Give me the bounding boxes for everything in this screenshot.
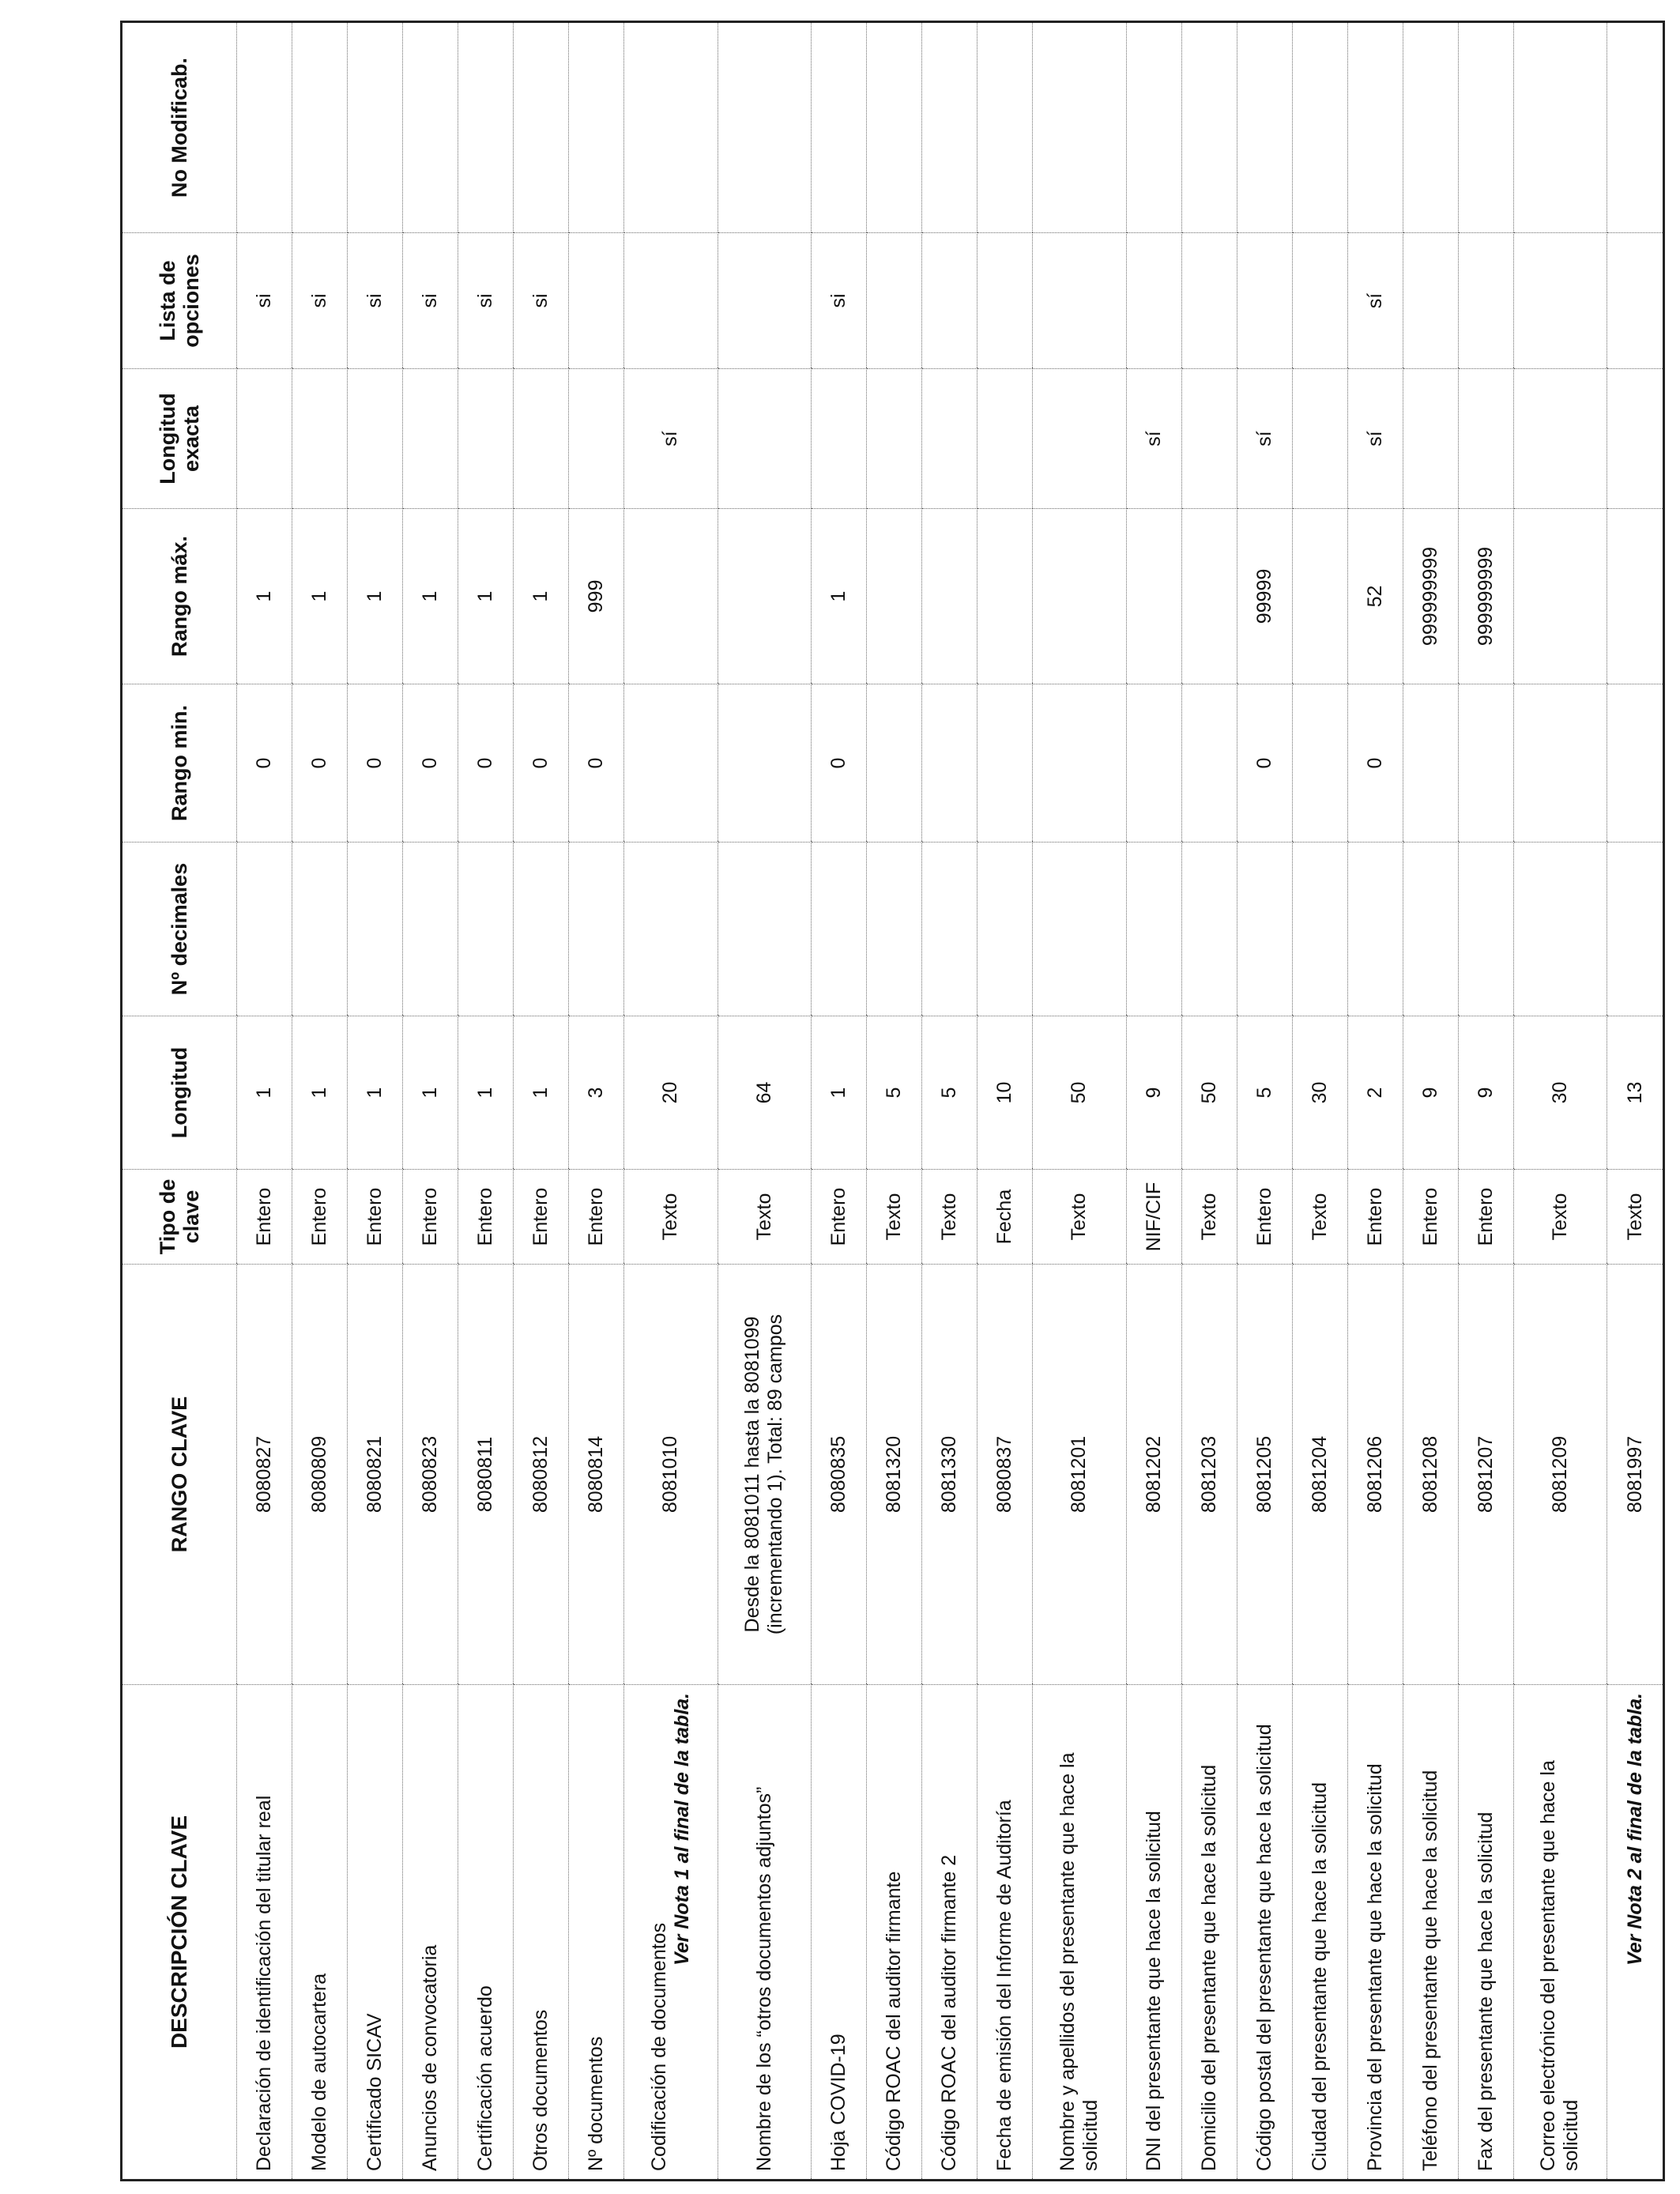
- cell-descripcion: [1607, 1685, 1664, 2181]
- cell-lista: sí: [1347, 233, 1403, 369]
- cell-lista: [1237, 233, 1292, 369]
- descripcion-text: DNI del presentante que hace la solicitud: [1142, 1811, 1165, 2171]
- cell-tipo: Entero: [514, 1170, 569, 1265]
- cell-longitud: 5: [922, 1016, 977, 1170]
- note-text: Ver Nota 2 al final de la tabla.: [1623, 1693, 1646, 1966]
- cell-decimales: [1607, 843, 1664, 1016]
- cell-tipo: Texto: [1033, 1170, 1126, 1265]
- cell-lista: [569, 233, 624, 369]
- cell-rango-max: [718, 509, 811, 684]
- descripcion-text: Modelo de autocartera: [308, 1973, 331, 2171]
- cell-rango: 8080827: [237, 1265, 292, 1685]
- cell-decimales: [237, 843, 292, 1016]
- cell-rango: 8081010: [624, 1265, 718, 1685]
- cell-rango-max: [867, 509, 922, 684]
- cell-rango-min: 0: [1237, 684, 1292, 843]
- header-lista: Lista de opciones: [122, 233, 237, 369]
- header-no-modificab: No Modificab.: [122, 22, 237, 233]
- cell-no-modificab: [458, 22, 514, 233]
- cell-tipo: Entero: [812, 1170, 867, 1265]
- cell-longitud-exacta: [1607, 369, 1664, 509]
- cell-rango: 8081320: [867, 1265, 922, 1685]
- cell-rango-max: [1181, 509, 1237, 684]
- cell-decimales: [1458, 843, 1513, 1016]
- cell-longitud: 30: [1292, 1016, 1347, 1170]
- cell-longitud-exacta: [1458, 369, 1513, 509]
- table-row: [569, 22, 624, 2181]
- cell-longitud: 20: [624, 1016, 718, 1170]
- cell-rango-max: [1607, 509, 1664, 684]
- descripcion-text: Hoja COVID-19: [827, 2034, 850, 2171]
- descripcion-text: Fecha de emisión del Informe de Auditoría: [993, 1800, 1016, 2171]
- table-row: [1033, 22, 1126, 2181]
- table-row: [1292, 22, 1347, 2181]
- cell-lista: [1292, 233, 1347, 369]
- cell-descripcion: [1403, 1685, 1458, 2181]
- cell-rango-min: [718, 684, 811, 843]
- table-row: [1347, 22, 1403, 2181]
- cell-rango: 8081201: [1033, 1265, 1126, 1685]
- cell-rango: 8081207: [1458, 1265, 1513, 1685]
- cell-decimales: [718, 843, 811, 1016]
- header-row: [122, 22, 237, 2181]
- cell-decimales: [867, 843, 922, 1016]
- cell-tipo: Entero: [569, 1170, 624, 1265]
- cell-descripcion: [1292, 1685, 1347, 2181]
- cell-lista: [922, 233, 977, 369]
- descripcion-text: Código postal del presentante que hace la solicitud: [1252, 1724, 1275, 2171]
- header-tipo: Tipo de clave: [122, 1170, 237, 1265]
- cell-longitud: 1: [237, 1016, 292, 1170]
- cell-longitud-exacta: [403, 369, 458, 509]
- cell-longitud-exacta: sí: [1237, 369, 1292, 509]
- cell-rango: 8080811: [458, 1265, 514, 1685]
- cell-rango-min: 0: [812, 684, 867, 843]
- cell-lista: [1033, 233, 1126, 369]
- cell-longitud-exacta: [867, 369, 922, 509]
- descripcion-text: Declaración de identificación del titular real: [253, 1795, 276, 2171]
- cell-longitud-exacta: [348, 369, 403, 509]
- cell-rango-min: [1403, 684, 1458, 843]
- cell-no-modificab: [1403, 22, 1458, 233]
- cell-descripcion: [1181, 1685, 1237, 2181]
- header-decimales: Nº decimales: [122, 843, 237, 1016]
- cell-no-modificab: [1347, 22, 1403, 233]
- cell-rango-min: [1033, 684, 1126, 843]
- cell-lista: [867, 233, 922, 369]
- cell-tipo: Texto: [718, 1170, 811, 1265]
- cell-rango-max: 1: [348, 509, 403, 684]
- cell-descripcion: [458, 1685, 514, 2181]
- cell-longitud: 10: [977, 1016, 1033, 1170]
- cell-rango-min: 0: [292, 684, 348, 843]
- cell-longitud-exacta: [292, 369, 348, 509]
- descripcion-text: Correo electrónico del presentante que hace la solicitud: [1537, 1760, 1583, 2171]
- cell-rango-max: [1033, 509, 1126, 684]
- cell-rango-min: 0: [458, 684, 514, 843]
- cell-longitud-exacta: [1513, 369, 1607, 509]
- cell-longitud: 1: [292, 1016, 348, 1170]
- descripcion-text: Anuncios de convocatoria: [419, 1944, 442, 2171]
- cell-rango-min: 0: [514, 684, 569, 843]
- cell-rango: 8081330: [922, 1265, 977, 1685]
- note-text: Ver Nota 1 al final de la tabla.: [670, 1693, 693, 1966]
- rotated-page: [120, 23, 1665, 2181]
- cell-tipo: Entero: [348, 1170, 403, 1265]
- table-row: [977, 22, 1033, 2181]
- cell-rango-max: [1513, 509, 1607, 684]
- keys-table: [120, 21, 1665, 2181]
- cell-no-modificab: [569, 22, 624, 233]
- cell-rango: Desde la 8081011 hasta la 8081099 (incrementando 1). Total: 89 campos: [718, 1265, 811, 1685]
- cell-rango: 8080823: [403, 1265, 458, 1685]
- table-row: [1607, 22, 1664, 2181]
- cell-lista: si: [403, 233, 458, 369]
- descripcion-text: Otros documentos: [529, 2009, 552, 2171]
- cell-rango-max: 999: [569, 509, 624, 684]
- cell-no-modificab: [292, 22, 348, 233]
- cell-no-modificab: [624, 22, 718, 233]
- cell-rango-max: [922, 509, 977, 684]
- cell-lista: si: [348, 233, 403, 369]
- cell-no-modificab: [1458, 22, 1513, 233]
- cell-descripcion: [514, 1685, 569, 2181]
- cell-lista: [1607, 233, 1664, 369]
- cell-rango-min: [1181, 684, 1237, 843]
- cell-descripcion: [569, 1685, 624, 2181]
- cell-rango-max: 1: [458, 509, 514, 684]
- cell-rango: 8081206: [1347, 1265, 1403, 1685]
- cell-lista: [1126, 233, 1181, 369]
- cell-longitud-exacta: [977, 369, 1033, 509]
- cell-tipo: Entero: [1403, 1170, 1458, 1265]
- cell-decimales: [1403, 843, 1458, 1016]
- cell-decimales: [348, 843, 403, 1016]
- cell-rango: 8080835: [812, 1265, 867, 1685]
- cell-tipo: Texto: [867, 1170, 922, 1265]
- cell-longitud: 9: [1126, 1016, 1181, 1170]
- cell-rango-min: 0: [1347, 684, 1403, 843]
- cell-tipo: NIF/CIF: [1126, 1170, 1181, 1265]
- cell-longitud: 30: [1513, 1016, 1607, 1170]
- cell-tipo: Fecha: [977, 1170, 1033, 1265]
- cell-no-modificab: [1292, 22, 1347, 233]
- cell-no-modificab: [1513, 22, 1607, 233]
- cell-longitud-exacta: [514, 369, 569, 509]
- cell-lista: [1403, 233, 1458, 369]
- cell-longitud-exacta: sí: [1347, 369, 1403, 509]
- header-longitud-exacta: Longitud exacta: [122, 369, 237, 509]
- cell-rango-min: [867, 684, 922, 843]
- cell-decimales: [624, 843, 718, 1016]
- table-row: [922, 22, 977, 2181]
- table-row: [292, 22, 348, 2181]
- table-row: [624, 22, 718, 2181]
- cell-no-modificab: [867, 22, 922, 233]
- header-rango-max: Rango máx.: [122, 509, 237, 684]
- cell-decimales: [569, 843, 624, 1016]
- cell-decimales: [922, 843, 977, 1016]
- cell-tipo: Texto: [1607, 1170, 1664, 1265]
- header-descripcion: DESCRIPCIÓN CLAVE: [122, 1685, 237, 2181]
- cell-longitud: 1: [812, 1016, 867, 1170]
- cell-rango-max: [624, 509, 718, 684]
- cell-longitud-exacta: [922, 369, 977, 509]
- cell-longitud-exacta: [1403, 369, 1458, 509]
- header-longitud: Longitud: [122, 1016, 237, 1170]
- cell-tipo: Entero: [237, 1170, 292, 1265]
- cell-lista: [1181, 233, 1237, 369]
- header-rango: RANGO CLAVE: [122, 1265, 237, 1685]
- cell-tipo: Texto: [624, 1170, 718, 1265]
- cell-rango-max: 999999999: [1458, 509, 1513, 684]
- cell-longitud: 13: [1607, 1016, 1664, 1170]
- cell-no-modificab: [1181, 22, 1237, 233]
- descripcion-text: Provincia del presentante que hace la solicitud: [1363, 1763, 1386, 2171]
- descripcion-text: Certificación acuerdo: [474, 1985, 497, 2171]
- table-row: [867, 22, 922, 2181]
- cell-decimales: [977, 843, 1033, 1016]
- cell-decimales: [1181, 843, 1237, 1016]
- cell-longitud: 5: [1237, 1016, 1292, 1170]
- cell-descripcion: [812, 1685, 867, 2181]
- cell-longitud-exacta: [812, 369, 867, 509]
- cell-longitud: 1: [403, 1016, 458, 1170]
- cell-rango-min: [1458, 684, 1513, 843]
- cell-longitud-exacta: [237, 369, 292, 509]
- header-rango-min: Rango min.: [122, 684, 237, 843]
- cell-rango-max: [1126, 509, 1181, 684]
- cell-descripcion: [1347, 1685, 1403, 2181]
- table-row: [1458, 22, 1513, 2181]
- cell-no-modificab: [1126, 22, 1181, 233]
- cell-decimales: [1126, 843, 1181, 1016]
- cell-lista: [624, 233, 718, 369]
- cell-descripcion: [348, 1685, 403, 2181]
- cell-tipo: Entero: [1237, 1170, 1292, 1265]
- cell-no-modificab: [348, 22, 403, 233]
- cell-descripcion: [718, 1685, 811, 2181]
- table-row: [718, 22, 811, 2181]
- cell-rango-max: 1: [812, 509, 867, 684]
- descripcion-text: Nombre y apellidos del presentante que hace la solicitud: [1056, 1752, 1102, 2171]
- cell-tipo: Entero: [458, 1170, 514, 1265]
- cell-no-modificab: [237, 22, 292, 233]
- cell-longitud: 2: [1347, 1016, 1403, 1170]
- table-row: [1403, 22, 1458, 2181]
- cell-rango: 8081205: [1237, 1265, 1292, 1685]
- cell-tipo: Texto: [1513, 1170, 1607, 1265]
- cell-descripcion: [1033, 1685, 1126, 2181]
- table-row: [1126, 22, 1181, 2181]
- table-row: [1237, 22, 1292, 2181]
- cell-rango-max: 1: [514, 509, 569, 684]
- cell-rango-min: 0: [403, 684, 458, 843]
- descripcion-text: Código ROAC del auditor firmante: [883, 1871, 906, 2171]
- cell-longitud: 3: [569, 1016, 624, 1170]
- cell-longitud: 50: [1181, 1016, 1237, 1170]
- cell-descripcion: [292, 1685, 348, 2181]
- cell-rango-max: 1: [237, 509, 292, 684]
- cell-no-modificab: [812, 22, 867, 233]
- cell-longitud-exacta: sí: [624, 369, 718, 509]
- cell-rango-min: [977, 684, 1033, 843]
- cell-longitud: 9: [1403, 1016, 1458, 1170]
- cell-longitud-exacta: sí: [1126, 369, 1181, 509]
- cell-rango-max: 1: [403, 509, 458, 684]
- descripcion-text: Codificación de documentos: [647, 1922, 670, 2171]
- cell-rango-max: 999999999: [1403, 509, 1458, 684]
- cell-rango: 8080809: [292, 1265, 348, 1685]
- cell-longitud: 1: [514, 1016, 569, 1170]
- cell-rango: 8080812: [514, 1265, 569, 1685]
- cell-decimales: [1513, 843, 1607, 1016]
- cell-decimales: [514, 843, 569, 1016]
- cell-longitud: 9: [1458, 1016, 1513, 1170]
- cell-rango-max: [977, 509, 1033, 684]
- cell-no-modificab: [1033, 22, 1126, 233]
- cell-descripcion: [1237, 1685, 1292, 2181]
- cell-rango-min: [1126, 684, 1181, 843]
- table-row: [403, 22, 458, 2181]
- table-row: [348, 22, 403, 2181]
- cell-longitud: 64: [718, 1016, 811, 1170]
- table-row: [514, 22, 569, 2181]
- cell-no-modificab: [514, 22, 569, 233]
- cell-lista: si: [237, 233, 292, 369]
- cell-longitud-exacta: [458, 369, 514, 509]
- cell-tipo: Entero: [1458, 1170, 1513, 1265]
- cell-descripcion: [922, 1685, 977, 2181]
- cell-rango-min: [922, 684, 977, 843]
- cell-lista: si: [458, 233, 514, 369]
- cell-no-modificab: [1607, 22, 1664, 233]
- cell-longitud-exacta: [1292, 369, 1347, 509]
- descripcion-text: Fax del presentante que hace la solicitud: [1474, 1811, 1497, 2171]
- cell-rango-min: 0: [348, 684, 403, 843]
- cell-rango: 8080814: [569, 1265, 624, 1685]
- cell-descripcion: [1513, 1685, 1607, 2181]
- cell-decimales: [458, 843, 514, 1016]
- descripcion-text: Nombre de los “otros documentos adjuntos”: [752, 1786, 775, 2171]
- cell-rango-min: 0: [237, 684, 292, 843]
- cell-rango-min: 0: [569, 684, 624, 843]
- cell-longitud: 1: [348, 1016, 403, 1170]
- table-row: [812, 22, 867, 2181]
- descripcion-text: Nº documentos: [585, 2036, 608, 2171]
- cell-tipo: Entero: [292, 1170, 348, 1265]
- cell-decimales: [1237, 843, 1292, 1016]
- cell-rango: 8080821: [348, 1265, 403, 1685]
- cell-rango-min: [1292, 684, 1347, 843]
- cell-longitud-exacta: [1033, 369, 1126, 509]
- cell-decimales: [403, 843, 458, 1016]
- cell-decimales: [1347, 843, 1403, 1016]
- cell-descripcion: [624, 1685, 718, 2181]
- cell-lista: [718, 233, 811, 369]
- cell-longitud: 5: [867, 1016, 922, 1170]
- cell-tipo: Texto: [1292, 1170, 1347, 1265]
- cell-descripcion: [1458, 1685, 1513, 2181]
- cell-no-modificab: [403, 22, 458, 233]
- cell-rango-max: [1292, 509, 1347, 684]
- cell-no-modificab: [922, 22, 977, 233]
- cell-rango-min: [1513, 684, 1607, 843]
- cell-rango-max: 52: [1347, 509, 1403, 684]
- descripcion-text: Certificado SICAV: [363, 2013, 386, 2171]
- descripcion-text: Código ROAC del auditor firmante 2: [938, 1854, 961, 2171]
- cell-no-modificab: [977, 22, 1033, 233]
- cell-rango-min: [1607, 684, 1664, 843]
- cell-tipo: Texto: [922, 1170, 977, 1265]
- cell-rango: 8080837: [977, 1265, 1033, 1685]
- cell-longitud: 50: [1033, 1016, 1126, 1170]
- cell-rango-min: [624, 684, 718, 843]
- cell-descripcion: [977, 1685, 1033, 2181]
- cell-tipo: Entero: [1347, 1170, 1403, 1265]
- table-row: [1181, 22, 1237, 2181]
- descripcion-text: Ciudad del presentante que hace la solicitud: [1308, 1781, 1331, 2171]
- cell-rango: 8081997: [1607, 1265, 1664, 1685]
- cell-lista: si: [292, 233, 348, 369]
- cell-tipo: Entero: [403, 1170, 458, 1265]
- cell-decimales: [812, 843, 867, 1016]
- cell-rango: 8081202: [1126, 1265, 1181, 1685]
- cell-rango: 8081209: [1513, 1265, 1607, 1685]
- cell-rango: 8081204: [1292, 1265, 1347, 1685]
- table-row: [1513, 22, 1607, 2181]
- cell-lista: si: [812, 233, 867, 369]
- cell-rango: 8081203: [1181, 1265, 1237, 1685]
- descripcion-text: Domicilio del presentante que hace la solicitud: [1197, 1764, 1220, 2171]
- cell-longitud-exacta: [718, 369, 811, 509]
- cell-no-modificab: [718, 22, 811, 233]
- cell-lista: [977, 233, 1033, 369]
- cell-rango-max: 1: [292, 509, 348, 684]
- table-row: [458, 22, 514, 2181]
- cell-longitud-exacta: [569, 369, 624, 509]
- cell-decimales: [1292, 843, 1347, 1016]
- cell-lista: [1513, 233, 1607, 369]
- cell-descripcion: [1126, 1685, 1181, 2181]
- cell-tipo: Texto: [1181, 1170, 1237, 1265]
- cell-rango: 8081208: [1403, 1265, 1458, 1685]
- cell-longitud-exacta: [1181, 369, 1237, 509]
- cell-no-modificab: [1237, 22, 1292, 233]
- cell-decimales: [1033, 843, 1126, 1016]
- cell-descripcion: [237, 1685, 292, 2181]
- table-row: [237, 22, 292, 2181]
- cell-lista: si: [514, 233, 569, 369]
- cell-descripcion: [403, 1685, 458, 2181]
- cell-decimales: [292, 843, 348, 1016]
- cell-longitud: 1: [458, 1016, 514, 1170]
- cell-rango-max: 99999: [1237, 509, 1292, 684]
- descripcion-text: Teléfono del presentante que hace la solicitud: [1418, 1770, 1441, 2171]
- cell-lista: [1458, 233, 1513, 369]
- cell-descripcion: [867, 1685, 922, 2181]
